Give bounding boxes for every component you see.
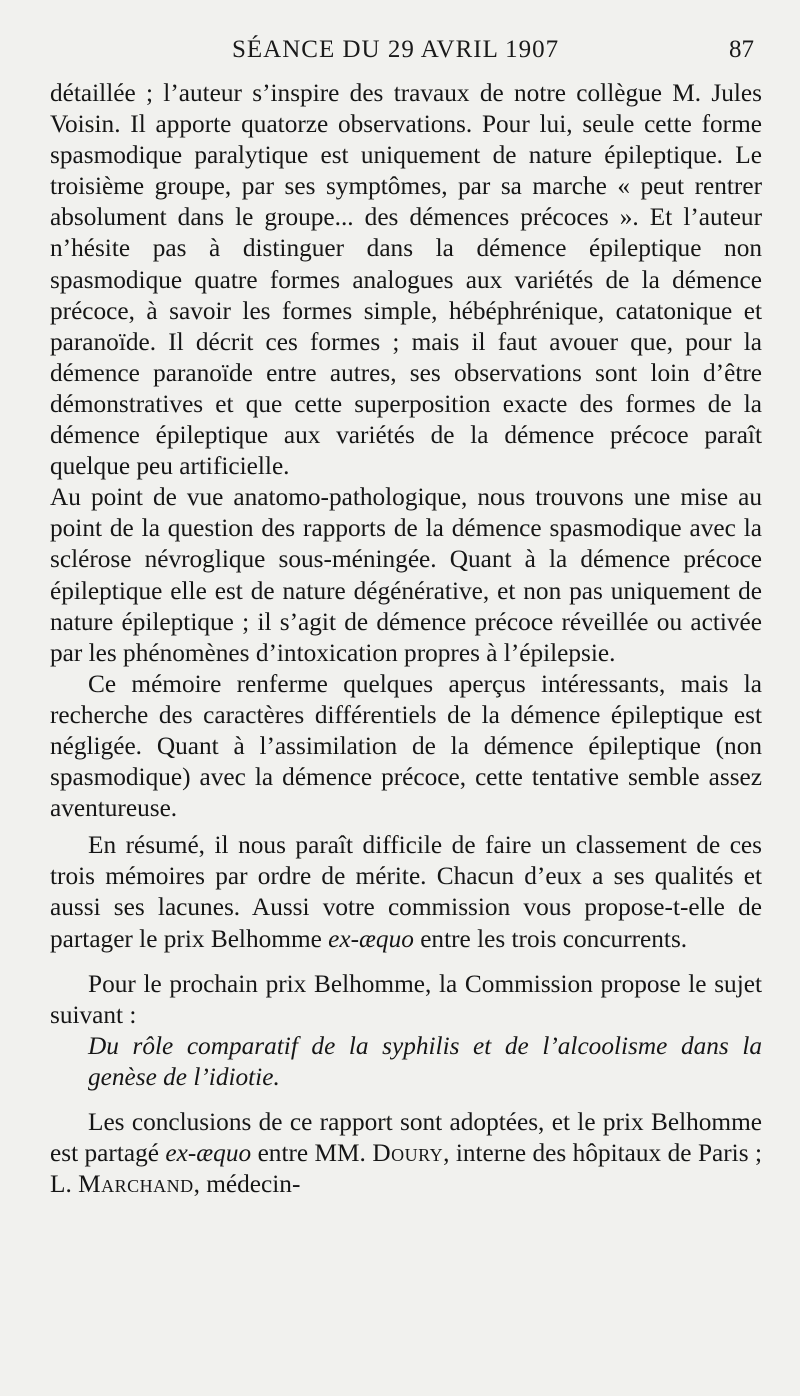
page-header xyxy=(0,36,800,68)
paragraph-5: Pour le prochain prix Belhomme, la Commission propose le sujet suivant : xyxy=(50,969,762,1029)
name-doury: Doury xyxy=(372,1139,444,1168)
p7-text-a: Les conclusions de ce rapport sont adoptées, et le prix Belhomme est partagé xyxy=(50,1108,762,1168)
prize-subject: Du rôle comparatif de la syphilis et de l’alcoolisme dans la genèse de l’idiotie. xyxy=(88,1031,762,1091)
body-text xyxy=(50,78,762,1200)
paragraph-2: Au point de vue anatomo-pathologique, nous trouvons une mise au point de la question des rapports de la démence spasmodique avec la sclérose névroglique sous-méningée. Quant à la démence précoce épileptique elle est de nature dégénérative, et non pas uniquement de nature épileptique ; il s’agit de démence précoce réveillée ou activée par les phénomènes d’intoxication propres à l’épilepsie. xyxy=(50,483,762,667)
p7-italic: ex-æquo xyxy=(165,1139,252,1168)
p7-text-d: , médecin- xyxy=(193,1170,301,1199)
p4-text-b: entre les trois concurrents. xyxy=(420,924,688,953)
p4-text-a: En résumé, il nous paraît difficile de faire un classement de ces trois mémoires par ordre de mérite. Chacun d’eux a ses qualités et aussi ses lacunes. Aussi votre commission vous propose-t-elle de partager le prix Belhomme xyxy=(50,831,762,953)
page-number: 87 xyxy=(729,36,754,63)
paragraph-1: détaillée ; l’auteur s’inspire des travaux de notre collègue M. Jules Voisin. Il apporte quatorze observations. Pour lui, seule cette forme spasmodique paralytique est uniquement de nature épileptique. Le troisième groupe, par ses symptômes, par sa marche « peut rentrer absolument dans le groupe... des démences précoces ». Et l’auteur n’hésite pas à distinguer dans la démence épileptique non spasmodique quatre formes analogues aux variétés de la démence précoce, à savoir les formes simple, hébéphrénique, catatonique et paranoïde. Il décrit ces formes ; mais il faut avouer que, pour la démence paranoïde entre autres, ses observations sont loin d’être démonstratives et que cette superposition exacte des formes de la démence épileptique aux variétés de la démence précoce paraît quelque peu artificielle. xyxy=(50,79,762,481)
p7-text-b: entre MM. xyxy=(257,1139,366,1168)
paragraph-7 xyxy=(50,1107,762,1200)
running-head: SÉANCE DU 29 AVRIL 1907 xyxy=(232,36,560,63)
name-marchand: Marchand xyxy=(78,1170,194,1199)
p4-italic: ex-æquo xyxy=(328,924,414,953)
paragraph-4 xyxy=(50,830,762,954)
p7-text-c: , interne des hôpitaux de Paris ; L. xyxy=(50,1139,763,1199)
paragraph-3: Ce mémoire renferme quelques aperçus intéressants, mais la recherche des caractères différentiels de la démence épileptique est négligée. Quant à l’assimilation de la démence épileptique (non spasmodique) avec la démence précoce, cette tentative semble assez aventureuse. xyxy=(50,669,762,823)
